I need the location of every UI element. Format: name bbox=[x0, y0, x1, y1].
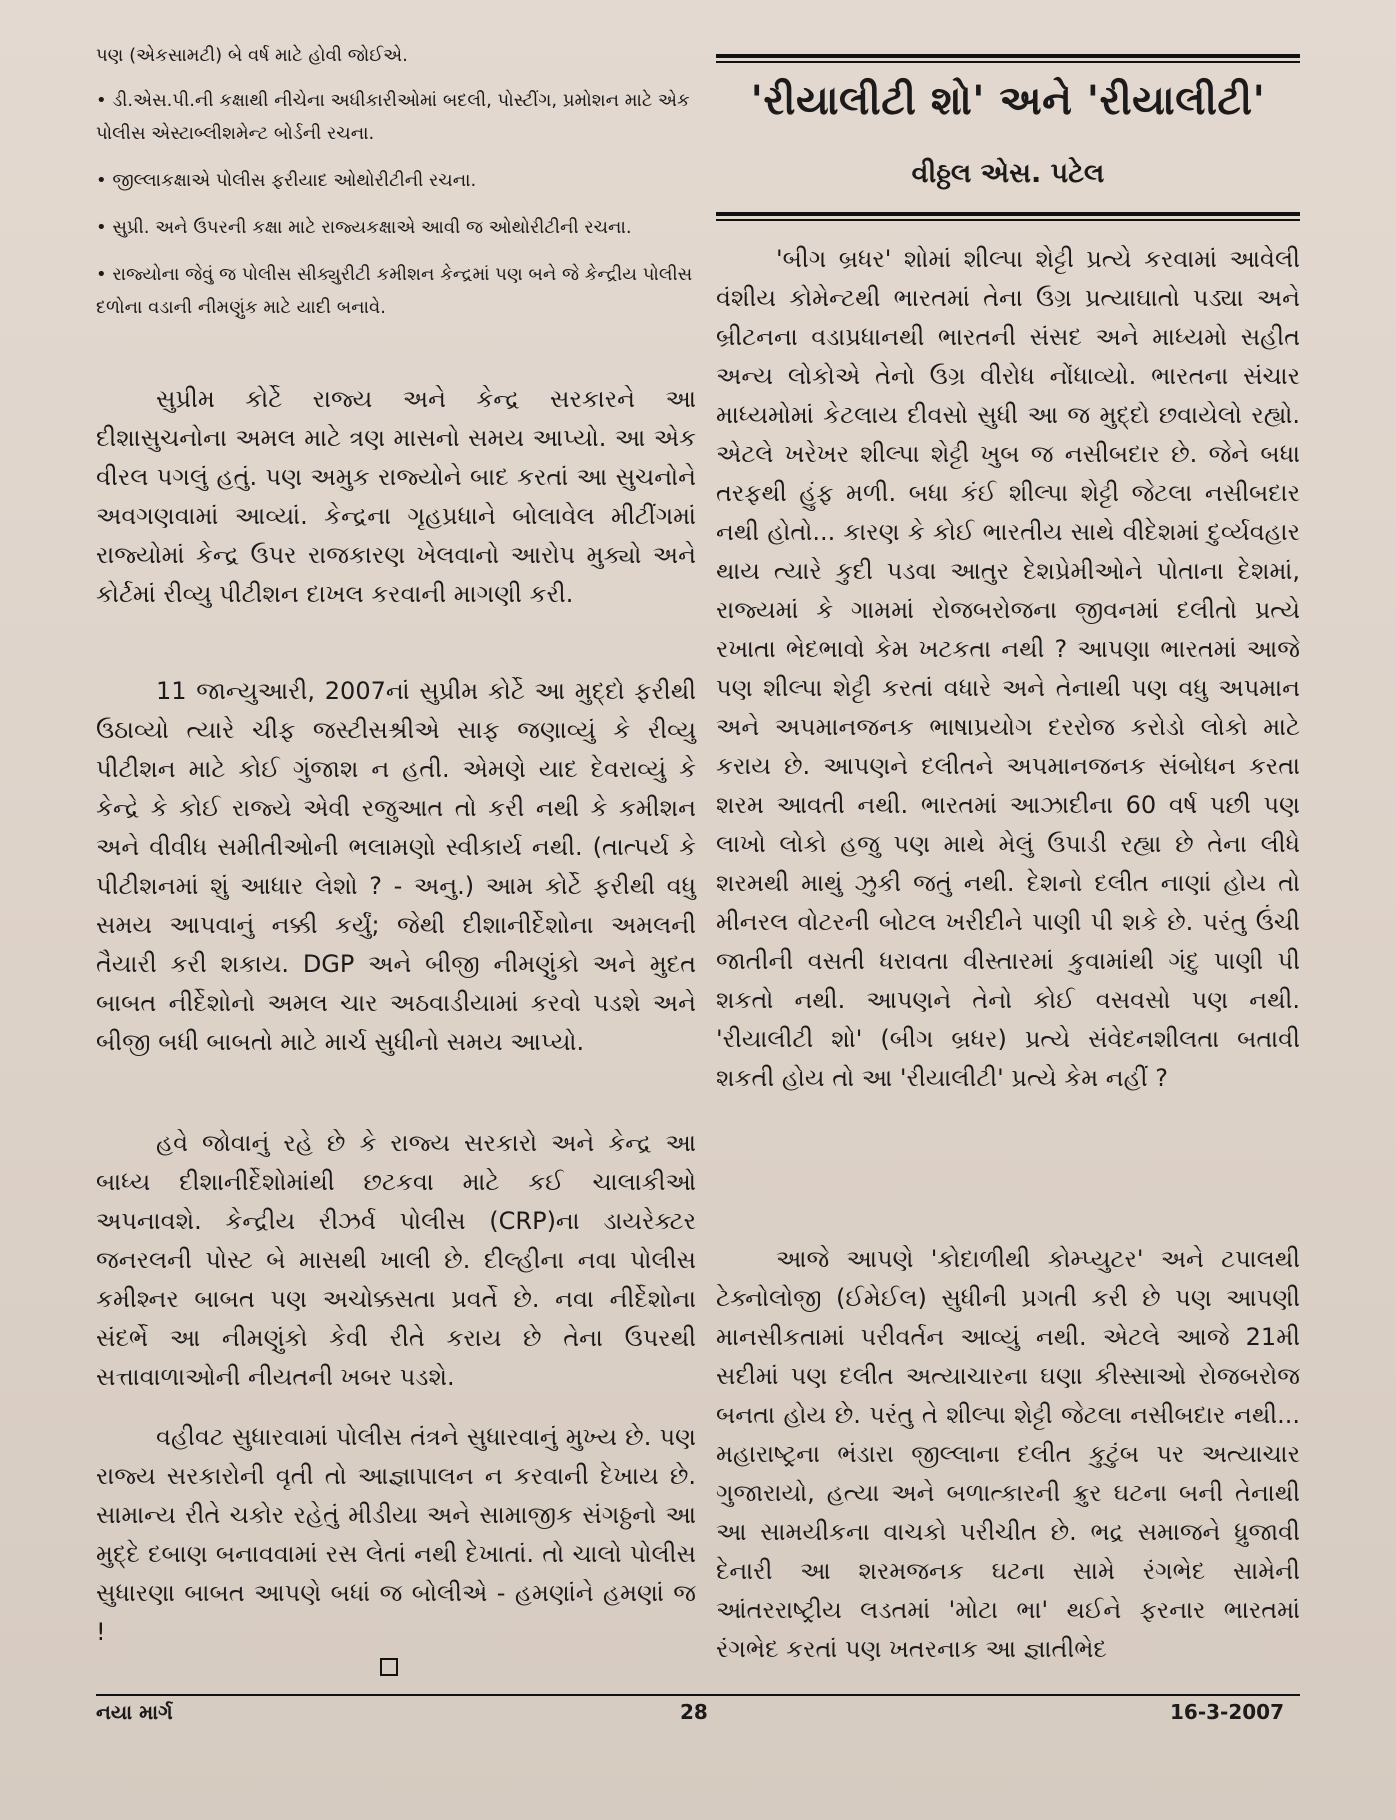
title-top-rule bbox=[716, 54, 1300, 58]
article-author: વીઠ્ઠલ એસ. પટેલ bbox=[911, 158, 1105, 189]
article-title: 'રીયાલીટી શો' અને 'રીયાલીટી' bbox=[750, 78, 1266, 124]
end-of-article-marker bbox=[380, 1658, 398, 1676]
title-bottom-rule-thin bbox=[716, 219, 1300, 221]
title-bottom-rule bbox=[716, 212, 1300, 216]
title-top-rule-thin bbox=[716, 61, 1300, 63]
page-number: 28 bbox=[680, 1700, 708, 1724]
left-paragraph: 11 જાન્યુઆરી, 2007નાં સુપ્રીમ કોર્ટે આ મુદ્દો ફરીથી ઉઠાવ્યો ત્યારે ચીફ જસ્ટીસશ્રીએ સાફ જણાવ્યું કે રીવ્યુ પીટીશન માટે કોઈ ગુંજાશ ન હતી. એમણે યાદ દેવરાવ્યું કે કેન્દ્રે કે કોઈ રાજ્યે એવી રજુઆત તો કરી નથી કે કમીશન અને વીવીધ સમીતીઓની ભલામણો સ્વીકાર્ય નથી. (તાત્પર્ય કે પીટીશનમાં શું આધાર લેશો ? - અનુ.) આમ કોર્ટે ફરીથી વધુ સમય આપવાનું નક્કી કર્યું; જેથી દીશાનીર્દેશોના અમલની તૈયારી કરી શકાય. DGP અને બીજી નીમણુંકો અને મુદત બાબત નીર્દેશોનો અમલ ચાર અઠવાડીયામાં કરવો પડશે અને બીજી બધી બાબતો માટે માર્ચ સુધીનો સમય આપ્યો. bbox=[96, 677, 696, 1056]
bullet-item: • સુપ્રી. અને ઉપરની કક્ષા માટે રાજ્યકક્ષાએ આવી જ ઓથોરીટીની રચના. bbox=[96, 217, 632, 238]
magazine-name: નયા માર્ગ bbox=[96, 1700, 173, 1724]
footer-rule bbox=[96, 1694, 1300, 1696]
bullet-item: • ડી.એસ.પી.ની કક્ષાથી નીચેના અધીકારીઓમાં બદલી, પોસ્ટીંગ, પ્રમોશન માટે એક પોલીસ એસ્ટાબ્લીશમેન્ટ બોર્ડની રચના. bbox=[96, 90, 690, 144]
issue-date: 16-3-2007 bbox=[1170, 1700, 1285, 1724]
intro-line: પણ (એકસામટી) બે વર્ષ માટે હોવી જોઈએ. bbox=[96, 45, 408, 66]
left-paragraph: હવે જોવાનું રહે છે કે રાજ્ય સરકારો અને કેન્દ્ર આ બાધ્ય દીશાનીર્દેશોમાંથી છટકવા માટે કઈ ચાલાકીઓ અપનાવશે. કેન્દ્રીય રીઝર્વ પોલીસ (CRP)ના ડાયરેક્ટર જનરલની પોસ્ટ બે માસથી ખાલી છે. દીલ્હીના નવા પોલીસ કમીશ્નર બાબત પણ અચોક્કસતા પ્રવર્તે છે. નવા નીર્દેશોના સંદર્ભે આ નીમણુંકો કેવી રીતે કરાય છે તેના ઉપરથી સત્તાવાળાઓની નીયતની ખબર પડશે. bbox=[96, 1129, 696, 1391]
bullet-list bbox=[96, 84, 696, 324]
left-paragraph: વહીવટ સુધારવામાં પોલીસ તંત્રને સુધારવાનું મુખ્ય છે. પણ રાજ્ય સરકારોની વૃતી તો આજ્ઞાપાલન ન કરવાની દેખાય છે. સામાન્ય રીતે ચકોર રહેતું મીડીયા અને સામાજીક સંગઠ્ઠનો આ મુદ્દે દબાણ બનાવવામાં રસ લેતાં નથી દેખાતાં. તો ચાલો પોલીસ સુધારણા બાબત આપણે બધાં જ બોલીએ - હમણાંને હમણાં જ ! bbox=[96, 1423, 696, 1646]
bullet-item: • જીલ્લાકક્ષાએ પોલીસ ફરીયાદ ઓથોરીટીની રચના. bbox=[96, 170, 477, 191]
left-paragraph: સુપ્રીમ કોર્ટે રાજ્ય અને કેન્દ્ર સરકારને આ દીશાસુચનોના અમલ માટે ત્રણ માસનો સમય આપ્યો. આ એક વીરલ પગલું હતું. પણ અમુક રાજ્યોને બાદ કરતાં આ સુચનોને અવગણવામાં આવ્યાં. કેન્દ્રના ગૃહપ્રધાને બોલાવેલ મીટીંગમાં રાજ્યોમાં કેન્દ્ર ઉપર રાજકારણ ખેલવાનો આરોપ મુક્યો અને કોર્ટમાં રીવ્યુ પીટીશન દાખલ કરવાની માગણી કરી. bbox=[96, 385, 696, 608]
article-paragraph: આજે આપણે 'કોદાળીથી કોમ્પ્યુટર' અને ટપાલથી ટેક્નોલોજી (ઈમેઈલ) સુધીની પ્રગતી કરી છે પણ આપણી માનસીકતામાં પરીવર્તન આવ્યું નથી. એટલે આજે 21મી સદીમાં પણ દલીત અત્યાચારના ઘણા કીસ્સાઓ રોજબરોજ બનતા હોય છે. પરંતુ તે શીલ્પા શેટ્ટી જેટલા નસીબદાર નથી... મહારાષ્ટ્રના ભંડારા જીલ્લાના દલીત કુટુંબ પર અત્યાચાર ગુજારાયો, હત્યા અને બળાત્કારની ક્રુર ઘટના બની તેનાથી આ સામયીકના વાચકો પરીચીત છે. ભદ્ર સમાજને ધ્રુજાવી દેનારી આ શરમજનક ઘટના સામે રંગભેદ સામેની આંતરરાષ્ટ્રીય લડતમાં 'મોટા ભા' થઈને ફરનાર ભારતમાં રંગભેદ કરતાં પણ ખતરનાક આ જ્ઞાતીભેદ bbox=[716, 1245, 1300, 1663]
bullet-item: • રાજ્યોના જેવું જ પોલીસ સીક્યુરીટી કમીશન કેન્દ્રમાં પણ બને જે કેન્દ્રીય પોલીસ દળોના વડાની નીમણુંક માટે યાદી બનાવે. bbox=[96, 264, 693, 318]
article-paragraph: 'બીગ બ્રધર' શોમાં શીલ્પા શેટ્ટી પ્રત્યે કરવામાં આવેલી વંશીય કોમેન્ટથી ભારતમાં તેના ઉગ્ર પ્રત્યાઘાતો પડ્યા અને બ્રીટનના વડાપ્રધાનથી ભારતની સંસદ અને માધ્યમો સહીત અન્ય લોકોએ તેનો ઉગ્ર વીરોધ નોંધાવ્યો. ભારતના સંચાર માધ્યમોમાં કેટલાય દીવસો સુધી આ જ મુદ્દો છવાયેલો રહ્યો. એટલે ખરેખર શીલ્પા શેટ્ટી ખુબ જ નસીબદાર છે. જેને બધા તરફથી હુંફ મળી. બધા કંઈ શીલ્પા શેટ્ટી જેટલા નસીબદાર નથી હોતો... કારણ કે કોઈ ભારતીય સાથે વીદેશમાં દુર્વ્યવહાર થાય ત્યારે કુદી પડવા આતુર દેશપ્રેમીઓને પોતાના દેશમાં, રાજ્યમાં કે ગામમાં રોજબરોજના જીવનમાં દલીતો પ્રત્યે રખાતા ભેદભાવો કેમ ખટકતા નથી ? આપણા ભારતમાં આજે પણ શીલ્પા શેટ્ટી કરતાં વધારે અને તેનાથી પણ વધુ અપમાન અને અપમાનજનક ભાષાપ્રયોગ દરરોજ કરોડો લોકો માટે કરાય છે. આપણને દલીતને અપમાનજનક સંબોધન કરતા શરમ આવતી નથી. ભારતમાં આઝાદીના 60 વર્ષ પછી પણ લાખો લોકો હજુ પણ માથે મેલું ઉપાડી રહ્યા છે તેના લીધે શરમથી માથું ઝુકી જતું નથી. દેશનો દલીત નાણાં હોય તો મીનરલ વોટરની બોટલ ખરીદીને પાણી પી શકે છે. પરંતુ ઉંચી જાતીની વસતી ધરાવતા વીસ્તારમાં કુવામાંથી ગંદુ પાણી પી શકતો નથી. આપણને તેનો કોઈ વસવસો પણ નથી. 'રીયાલીટી શો' (બીગ બ્રધર) પ્રત્યે સંવેદનશીલતા બતાવી શકતી હોય તો આ 'રીયાલીટી' પ્રત્યે કેમ નહીં ? bbox=[716, 245, 1300, 1092]
